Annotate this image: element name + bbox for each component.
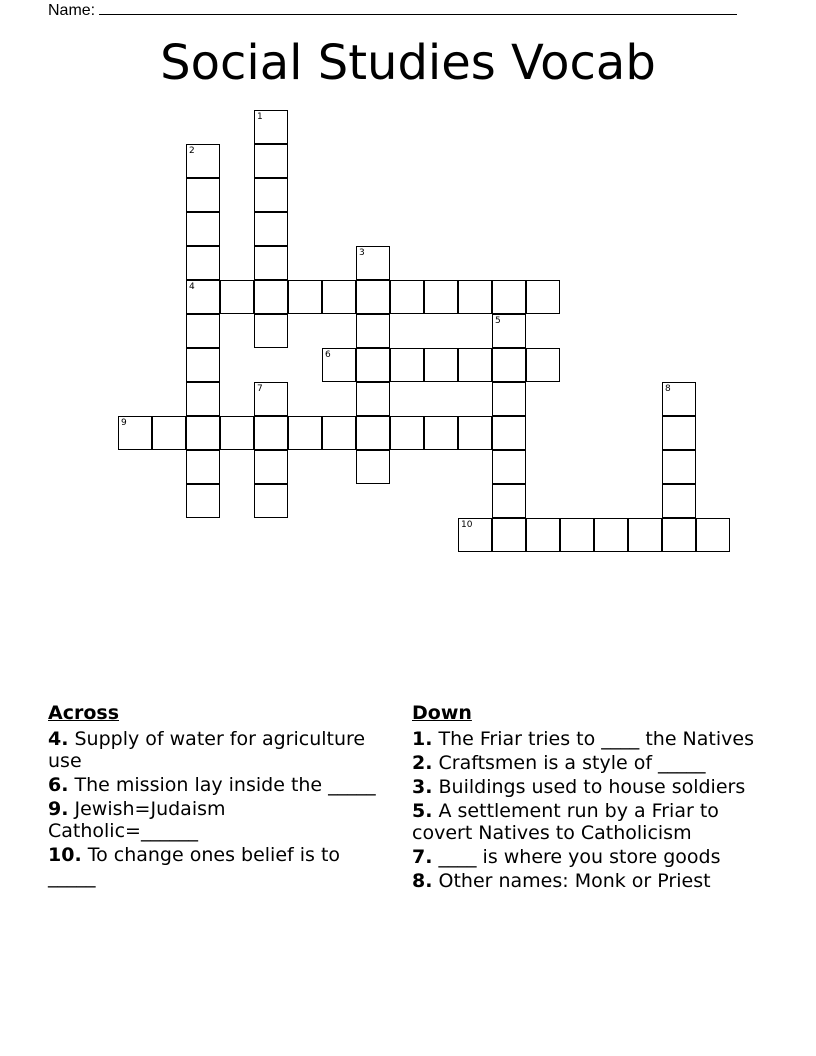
grid-cell[interactable] xyxy=(254,416,288,450)
cell-number: 2 xyxy=(189,146,195,156)
page-title: Social Studies Vocab xyxy=(160,35,656,91)
grid-cell[interactable] xyxy=(492,484,526,518)
grid-cell[interactable] xyxy=(356,280,390,314)
grid-cell[interactable] xyxy=(458,280,492,314)
grid-cell[interactable] xyxy=(186,144,220,178)
grid-cell[interactable] xyxy=(356,450,390,484)
grid-cell[interactable] xyxy=(492,314,526,348)
grid-cell[interactable] xyxy=(186,212,220,246)
cell-number: 3 xyxy=(359,248,365,258)
grid-cell[interactable] xyxy=(492,280,526,314)
grid-cell[interactable] xyxy=(424,416,458,450)
grid-cell[interactable] xyxy=(254,314,288,348)
grid-cell[interactable] xyxy=(356,314,390,348)
grid-cell[interactable] xyxy=(288,416,322,450)
grid-cell[interactable] xyxy=(662,382,696,416)
grid-cell[interactable] xyxy=(254,144,288,178)
grid-cell[interactable] xyxy=(186,246,220,280)
grid-cell[interactable] xyxy=(424,348,458,382)
grid-cell[interactable] xyxy=(492,450,526,484)
grid-cell[interactable] xyxy=(458,348,492,382)
grid-cell[interactable] xyxy=(356,348,390,382)
grid-cell[interactable] xyxy=(696,518,730,552)
grid-cell[interactable] xyxy=(254,212,288,246)
grid-cell[interactable] xyxy=(186,382,220,416)
grid-cell[interactable] xyxy=(662,484,696,518)
clue-across-6: 6. The mission lay inside the _____ xyxy=(48,774,376,796)
grid-cell[interactable] xyxy=(186,450,220,484)
clue-across-4: 4. Supply of water for agriculture use xyxy=(48,728,372,772)
grid-cell[interactable] xyxy=(152,416,186,450)
down-clues xyxy=(412,701,762,894)
cell-number: 10 xyxy=(461,520,473,530)
clue-down-1: 1. The Friar tries to ____ the Natives xyxy=(412,728,754,750)
grid-cell[interactable] xyxy=(322,348,356,382)
grid-cell[interactable] xyxy=(356,416,390,450)
clue-down-3: 3. Buildings used to house soldiers xyxy=(412,776,746,798)
clue-down-8: 8. Other names: Monk or Priest xyxy=(412,870,711,892)
grid-cell[interactable] xyxy=(492,518,526,552)
cell-number: 5 xyxy=(495,316,501,326)
grid-cell[interactable] xyxy=(186,314,220,348)
grid-cell[interactable] xyxy=(322,416,356,450)
grid-cell[interactable] xyxy=(526,348,560,382)
cell-number: 9 xyxy=(121,418,127,428)
grid-cell[interactable] xyxy=(356,246,390,280)
grid-cell[interactable] xyxy=(594,518,628,552)
grid-cell[interactable] xyxy=(492,416,526,450)
grid-cell[interactable] xyxy=(220,416,254,450)
cell-number: 6 xyxy=(325,350,331,360)
clue-across-10: 10. To change ones belief is to _____ xyxy=(48,844,347,888)
grid-cell[interactable] xyxy=(662,450,696,484)
grid-cell[interactable] xyxy=(322,280,356,314)
grid-cell[interactable] xyxy=(492,382,526,416)
cell-number: 1 xyxy=(257,112,263,122)
grid-cell[interactable] xyxy=(526,280,560,314)
clue-down-7: 7. ____ is where you store goods xyxy=(412,846,721,868)
grid-cell[interactable] xyxy=(186,280,220,314)
grid-cell[interactable] xyxy=(254,450,288,484)
grid-cell[interactable] xyxy=(254,110,288,144)
clue-down-2: 2. Craftsmen is a style of _____ xyxy=(412,752,706,774)
grid-cell[interactable] xyxy=(526,518,560,552)
grid-cell[interactable] xyxy=(288,280,322,314)
grid-cell[interactable] xyxy=(560,518,594,552)
grid-cell[interactable] xyxy=(186,416,220,450)
grid-cell[interactable] xyxy=(492,348,526,382)
grid-cell[interactable] xyxy=(186,484,220,518)
clue-across-9: 9. Jewish=Judaism Catholic=______ xyxy=(48,798,226,842)
clue-down-5: 5. A settlement run by a Friar to covert Natives to Catholicism xyxy=(412,800,725,844)
grid-cell[interactable] xyxy=(254,246,288,280)
cell-number: 8 xyxy=(665,384,671,394)
across-heading: Across xyxy=(48,702,120,724)
grid-cell[interactable] xyxy=(390,416,424,450)
grid-cell[interactable] xyxy=(390,280,424,314)
grid-cell[interactable] xyxy=(186,178,220,212)
grid-cell[interactable] xyxy=(458,518,492,552)
grid-cell[interactable] xyxy=(118,416,152,450)
grid-cell[interactable] xyxy=(628,518,662,552)
grid-cell[interactable] xyxy=(662,518,696,552)
grid-cell[interactable] xyxy=(424,280,458,314)
grid-cell[interactable] xyxy=(356,382,390,416)
cell-number: 4 xyxy=(189,282,195,292)
grid-cell[interactable] xyxy=(186,348,220,382)
grid-cell[interactable] xyxy=(458,416,492,450)
grid-cell[interactable] xyxy=(662,416,696,450)
grid-cell[interactable] xyxy=(254,484,288,518)
grid-cell[interactable] xyxy=(220,280,254,314)
name-label: Name: xyxy=(48,2,96,19)
down-heading: Down xyxy=(412,702,472,724)
grid-cell[interactable] xyxy=(254,280,288,314)
cell-number: 7 xyxy=(257,384,263,394)
grid-cell[interactable] xyxy=(390,348,424,382)
grid-cell[interactable] xyxy=(254,178,288,212)
grid-cell[interactable] xyxy=(254,382,288,416)
across-clues xyxy=(48,701,378,890)
